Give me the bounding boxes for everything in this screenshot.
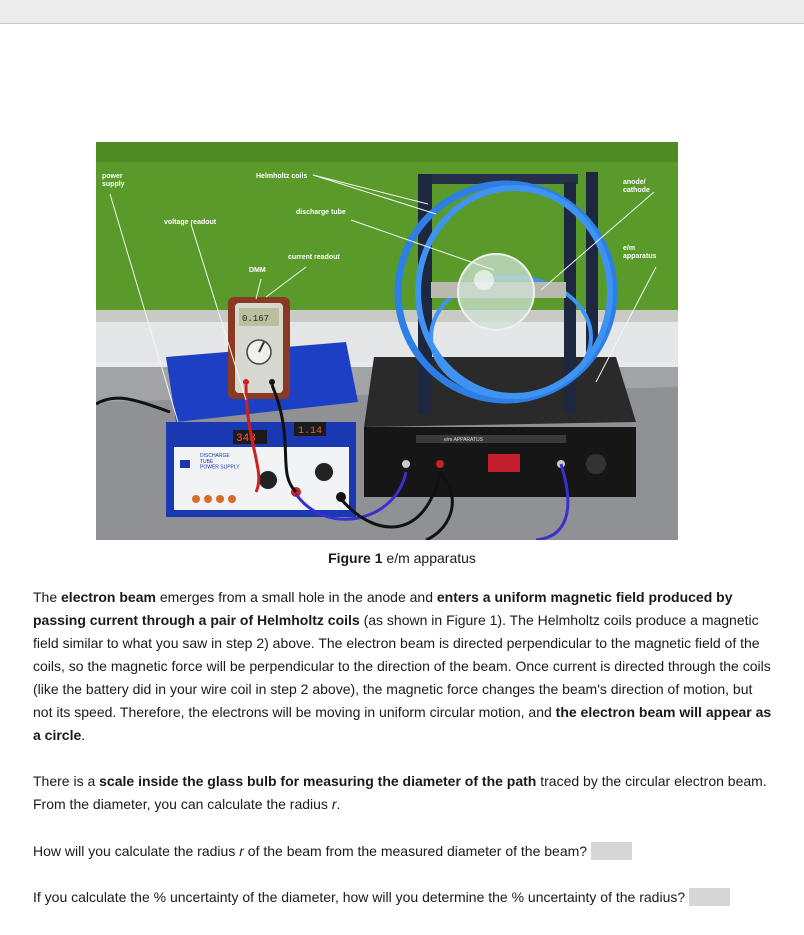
supply-panel-text-line: DISCHARGE xyxy=(200,453,230,459)
paragraph-glass-bulb-scale xyxy=(33,770,773,816)
p1-s4: enters a uniform magnetic field produced by passing current through a pair of Helmholtz coils xyxy=(33,589,733,628)
label-em-apparatus-line: e/m xyxy=(623,245,636,252)
p1-s5: (as shown in Figure 1). The Helmholtz coils produce a magnetic field similar to what you saw in step 2) above. The electron beam is directed perpendicular to the magnetic field of the coils, so the magnetic force will be perpendicular to the direction of the beam. Once current is directed through the coils (like the battery did in your wire coil in step 2 above), the magnetic force changes the beam's direction of motion, but not its speed. Therefore, the electrons will be moving in uniform circular motion, and xyxy=(33,612,771,720)
label-power-supply xyxy=(102,173,125,188)
label-discharge-tube: discharge tube xyxy=(296,209,346,216)
p1-s1: The xyxy=(33,589,62,605)
current-display: 1.14 xyxy=(298,426,323,437)
label-dmm: DMM xyxy=(249,267,266,274)
p1-s3: emerges from a small hole in the anode and xyxy=(155,589,437,605)
label-power-supply-line: supply xyxy=(102,181,125,189)
answer-blank-uncertainty[interactable] xyxy=(689,888,730,906)
p2-s1: There is a xyxy=(33,773,100,789)
dmm-display: 0.167 xyxy=(242,314,270,324)
question-uncertainty xyxy=(33,886,773,909)
p1-s6: the electron beam will appear as a circle xyxy=(33,704,772,743)
label-anode-cathode-line: anode/ xyxy=(623,179,646,186)
figure-caption-text: e/m apparatus xyxy=(382,550,476,566)
question-radius xyxy=(33,840,773,863)
supply-panel-text-line: POWER SUPPLY xyxy=(200,464,240,471)
p2-s3: traced by the circular electron beam. From the diameter, you can calculate the radius xyxy=(33,773,767,812)
p2-s4: r xyxy=(331,796,337,812)
label-current-readout: current readout xyxy=(288,254,340,261)
dmm-meter xyxy=(228,297,290,399)
top-toolbar-strip xyxy=(0,0,804,24)
q1-s2: r xyxy=(239,843,244,859)
voltage-display: 348 xyxy=(236,433,256,445)
p1-s2: electron beam xyxy=(61,589,156,605)
em-apparatus-photo xyxy=(96,142,678,540)
q1-s1: How will you calculate the radius xyxy=(33,843,240,859)
apparatus-panel-text: e/m APPARATUS xyxy=(444,437,483,443)
q2-s1: If you calculate the % uncertainty of the diameter, how will you determine the % uncertainty of the radius? xyxy=(33,889,686,905)
figure-caption xyxy=(0,549,804,567)
label-voltage-readout: voltage readout xyxy=(164,219,217,226)
apparatus-illustration xyxy=(96,142,678,540)
p1-s7: . xyxy=(81,727,86,743)
label-helmholtz-coils: Helmholtz coils xyxy=(256,173,308,180)
p2-s5: . xyxy=(336,796,341,812)
figure-caption-number: Figure 1 xyxy=(328,550,383,566)
answer-blank-radius[interactable] xyxy=(591,842,632,860)
supply-panel-text-line: TUBE xyxy=(200,458,214,465)
q1-s3: of the beam from the measured diameter of the beam? xyxy=(243,843,588,859)
paragraph-electron-beam xyxy=(33,586,773,747)
label-anode-cathode-line: cathode xyxy=(623,187,650,195)
p2-s2: scale inside the glass bulb for measuring the diameter of the path xyxy=(99,773,537,789)
label-em-apparatus-line: apparatus xyxy=(623,253,657,261)
label-power-supply-line: power xyxy=(102,173,123,180)
